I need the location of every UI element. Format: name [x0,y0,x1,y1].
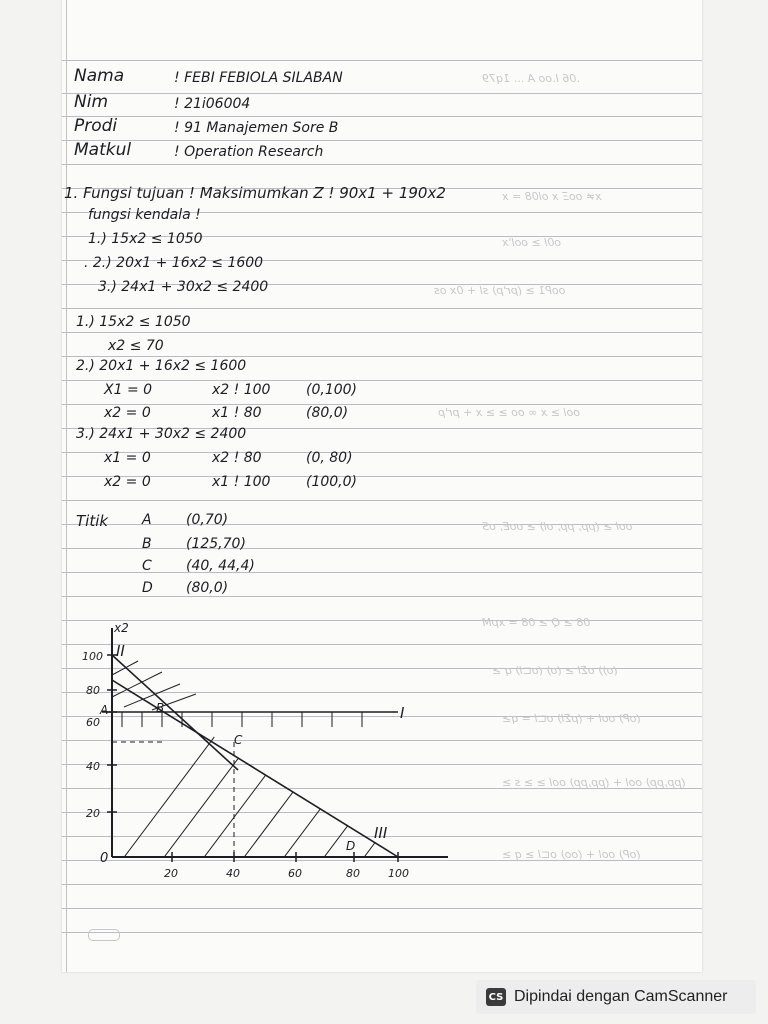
constraint-heading: fungsi kendala ! [88,207,201,223]
constraint-line-3 [112,680,398,857]
x-tick-60: 60 [288,867,302,880]
camscanner-label: Dipindai dengan CamScanner [514,988,728,1005]
y-axis-label: x2 [114,621,129,635]
bleed-through-text: (pp,pp) ool + (pp,pp) ool ≥ ≥ s ≥ [502,776,686,789]
matkul-value: ! Operation Research [174,144,324,160]
y-tick-60: 60 [86,716,100,729]
point-label-c: C [234,733,243,747]
nama-value: ! FEBI FEBIOLA SILABAN [174,70,343,86]
prodi-value: ! 91 Manajemen Sore B [174,120,339,136]
point-b-name: B [142,536,152,552]
line-label-ii: II [116,642,125,660]
point-d-name: D [142,580,153,596]
y-tick-20: 20 [86,807,100,820]
step-3-x1-zero: x1 = 0 [104,450,151,466]
bleed-through-text: (oP) ool + (pΣl) o⊏l = q≥ [502,712,641,725]
matkul-label: Matkul [74,140,132,160]
step-2-x1-zero: X1 = 0 [104,382,153,398]
y-tick-100: 100 [82,650,103,663]
page-stamp-mark [88,929,120,941]
step-3-point-2: (100,0) [306,474,358,490]
y-tick-80: 80 [86,684,100,697]
line-label-i: I [400,704,405,722]
nama-label: Nama [74,66,125,86]
step-3-point-1: (0, 80) [306,450,353,466]
bleed-through-text: .06 I.oo A ... 1q79 [482,72,580,85]
notebook-page [62,0,702,972]
point-label-d: D [346,839,356,853]
x-tick-20: 20 [164,867,178,880]
prodi-label: Prodi [74,116,118,136]
point-label-b: B [156,701,165,715]
x-tick-40: 40 [226,867,240,880]
point-a-name: A [142,512,152,528]
point-label-a: A [100,703,109,717]
camscanner-logo-icon: CS [486,988,506,1006]
point-c-value: (40, 44,4) [186,558,255,574]
bleed-through-text: ooP1 ≥ (pr'p) sl + 0x os [434,284,566,297]
origin-label: 0 [100,851,109,866]
bleed-through-text: 08 ≥ Q ≥ 08 = xpM [482,616,591,629]
constraint-3: 3.) 24x1 + 30x2 ≤ 2400 [98,279,269,295]
step-2-equation: 2.) 20x1 + 16x2 ≤ 1600 [76,358,247,374]
bleed-through-text: ool ≥ (pp, pp, ol) ≥ ooE, oS [482,520,633,533]
constraint-1: 1.) 15x2 ≤ 1050 [88,231,203,247]
y-tick-40: 40 [86,760,100,773]
bleed-through-text: (o)) oΣl ≥ (o) (o⊏l) q ≥ [492,664,618,677]
line-label-iii: III [374,824,388,842]
point-a-value: (0,70) [186,512,229,528]
step-2-point-2: (80,0) [306,405,349,421]
point-b-value: (125,70) [186,536,246,552]
step-3-equation: 3.) 24x1 + 30x2 ≤ 2400 [76,426,247,442]
point-d-value: (80,0) [186,580,229,596]
triangle-hatching [112,661,196,710]
bleed-through-text: o0l ≥ ool'x [502,236,562,249]
bleed-through-text: ool ≥ x ∞ oo ≥ ≥ x + pr'p [438,406,581,419]
step-1-result: x2 ≤ 70 [108,338,164,354]
step-1-equation: 1.) 15x2 ≤ 1050 [76,314,191,330]
bleed-through-text: x≠ ooΞ x ol08 = x [502,190,602,203]
step-2-x2-zero: x2 = 0 [104,405,151,421]
points-title: Titik [76,512,109,530]
step-3-x1-value: x1 ! 100 [212,474,271,490]
feasible-region-graph [62,0,702,972]
step-2-point-1: (0,100) [306,382,358,398]
camscanner-watermark [476,980,756,1014]
nim-label: Nim [74,92,108,112]
nim-value: ! 21i06004 [174,96,251,112]
step-2-x2-value: x2 ! 100 [212,382,271,398]
x-tick-80: 80 [346,867,360,880]
step-3-x2-zero: x2 = 0 [104,474,151,490]
point-c-name: C [142,558,152,574]
bleed-through-text: (oP) ool + (oo) o⊏l ≥ q ≥ [502,848,641,861]
step-2-x1-value: x1 ! 80 [212,405,262,421]
step-3-x2-value: x2 ! 80 [212,450,262,466]
objective-function: 1. Fungsi tujuan ! Maksimumkan Z ! 90x1 + 190x2 [64,184,446,202]
constraint-2: . 2.) 20x1 + 16x2 ≤ 1600 [84,255,264,271]
x-tick-100: 100 [388,867,409,880]
